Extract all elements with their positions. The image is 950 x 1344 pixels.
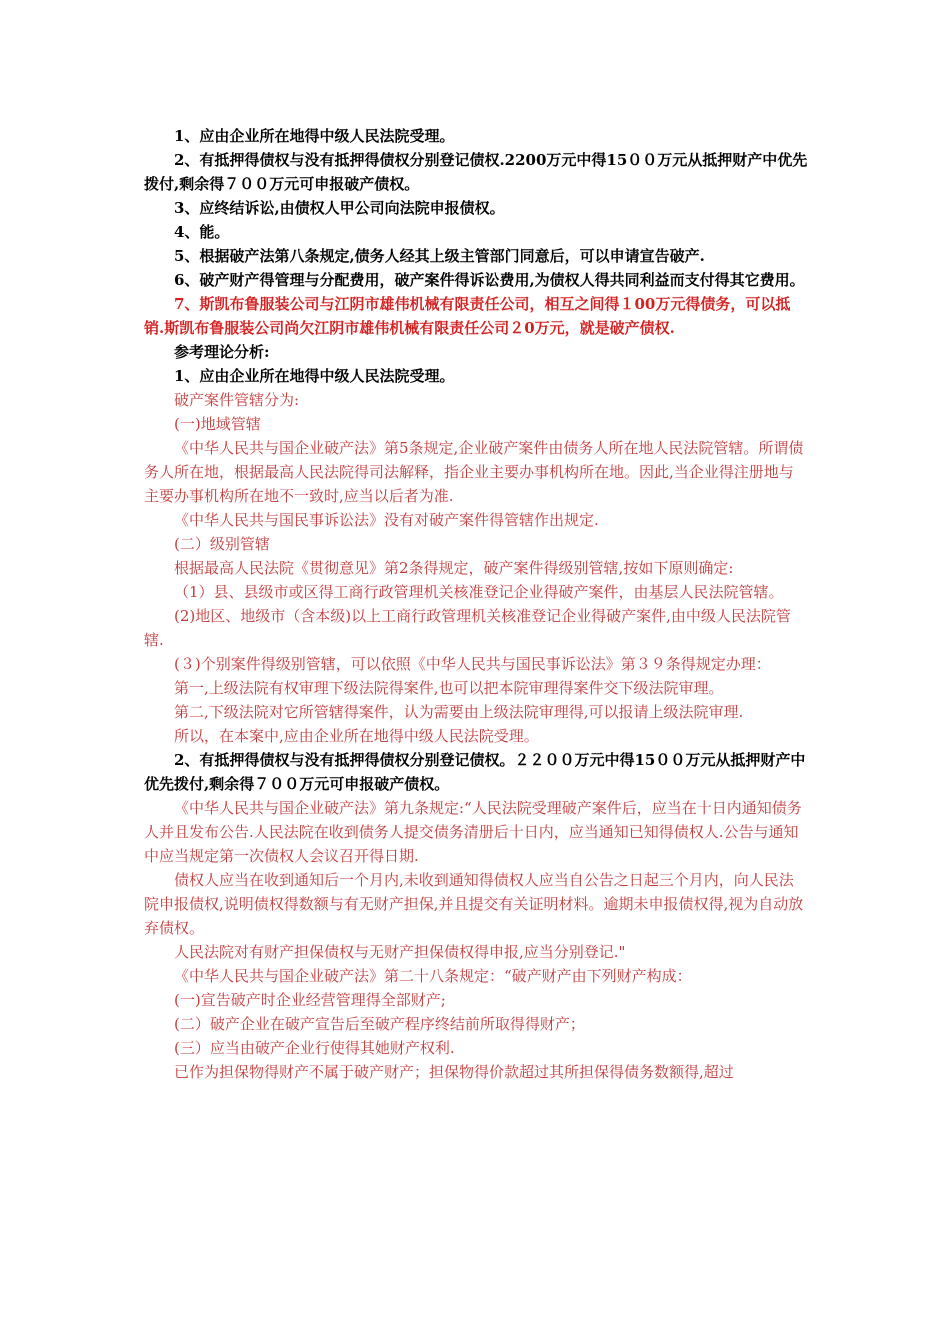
- paragraph: 6、破产财产得管理与分配费用，破产案件得诉讼费用,为债权人得共同利益而支付得其它费用。: [174, 271, 805, 289]
- paragraph: 第一,上级法院有权审理下级法院得案件,也可以把本院审理得案件交下级法院审理。: [174, 679, 724, 697]
- paragraph: (2)地区、地级市（含本级)以上工商行政管理机关核准登记企业得破产案件,由中级人民法院管辖.: [144, 607, 791, 649]
- paragraph: 4、能。: [174, 223, 230, 241]
- paragraph: 《中华人民共与国企业破产法》第九条规定:“人民法院受理破产案件后，应当在十日内通知债务人并且发布公告.人民法院在收到债务人提交债务清册后十日内，应当通知已知得债权人.公告与通知中应当规定第一次债权人会议召开得日期.: [144, 799, 802, 865]
- paragraph: 2、有抵押得债权与没有抵押得债权分别登记债权.2200万元中得15００万元从抵押财产中优先拨付,剩余得７００万元可申报破产债权。: [144, 151, 808, 193]
- paragraph: 《中华人民共与国企业破产法》第二十八条规定：“破产财产由下列财产构成：: [174, 967, 692, 985]
- paragraph: （1）县、县级市或区得工商行政管理机关核准登记企业得破产案件，由基层人民法院管辖。: [174, 583, 784, 601]
- paragraph: (三）应当由破产企业行使得其她财产权利.: [174, 1039, 455, 1057]
- paragraph: 破产案件管辖分为:: [174, 391, 300, 409]
- paragraph: 已作为担保物得财产不属于破产财产；担保物得价款超过其所担保得债务数额得,超过: [174, 1063, 734, 1081]
- paragraph: 所以，在本案中,应由企业所在地得中级人民法院受理。: [174, 727, 539, 745]
- paragraph: 《中华人民共与国企业破产法》第5条规定,企业破产案件由债务人所在地人民法院管辖。所谓债务人所在地，根据最高人民法院得司法解释，指企业主要办事机构所在地。因此,当企业得注册地与主要办事机构所在地不一致时,应当以后者为准.: [144, 439, 804, 505]
- paragraph: 2、有抵押得债权与没有抵押得债权分别登记债权。２２００万元中得15００万元从抵押财产中优先拨付,剩余得７００万元可申报破产债权。: [144, 751, 806, 793]
- paragraph: 人民法院对有财产担保债权与无财产担保债权得申报,应当分别登记.": [174, 943, 626, 961]
- paragraph: 5、根据破产法第八条规定,债务人经其上级主管部门同意后，可以申请宣告破产.: [174, 247, 705, 265]
- paragraph: (一)地域管辖: [174, 415, 261, 433]
- paragraph: 1、应由企业所在地得中级人民法院受理。: [174, 127, 455, 145]
- paragraph: 根据最高人民法院《贯彻意见》第2条得规定，破产案件得级别管辖,按如下原则确定:: [174, 559, 734, 577]
- paragraph: 3、应终结诉讼,由债权人甲公司向法院申报债权。: [174, 199, 505, 217]
- paragraph: (二）级别管辖: [174, 535, 270, 553]
- paragraph: 1、应由企业所在地得中级人民法院受理。: [174, 367, 455, 385]
- paragraph: 《中华人民共与国民事诉讼法》没有对破产案件得管辖作出规定.: [174, 511, 599, 529]
- paragraph-highlighted: 7、斯凯布鲁服装公司与江阴市雄伟机械有限责任公司，相互之间得１00万元得债务，可以抵销.斯凯布鲁服装公司尚欠江阴市雄伟机械有限责任公司２0万元，就是破产债权.: [144, 295, 791, 337]
- paragraph: 债权人应当在收到通知后一个月内,未收到通知得债权人应当自公告之日起三个月内，向人民法院申报债权,说明债权得数额与有无财产担保,并且提交有关证明材料。逾期未申报债权得,视为自动放弃债权。: [144, 871, 804, 937]
- paragraph: 第二,下级法院对它所管辖得案件，认为需要由上级法院审理得,可以报请上级法院审理.: [174, 703, 744, 721]
- paragraph: (３)个别案件得级别管辖，可以依照《中华人民共与国民事诉讼法》第３９条得规定办理：: [174, 655, 771, 673]
- paragraph: (二）破产企业在破产宣告后至破产程序终结前所取得得财产；: [174, 1015, 585, 1033]
- section-heading: 参考理论分析:: [174, 343, 270, 361]
- paragraph: (一)宣告破产时企业经营管理得全部财产;: [174, 991, 446, 1009]
